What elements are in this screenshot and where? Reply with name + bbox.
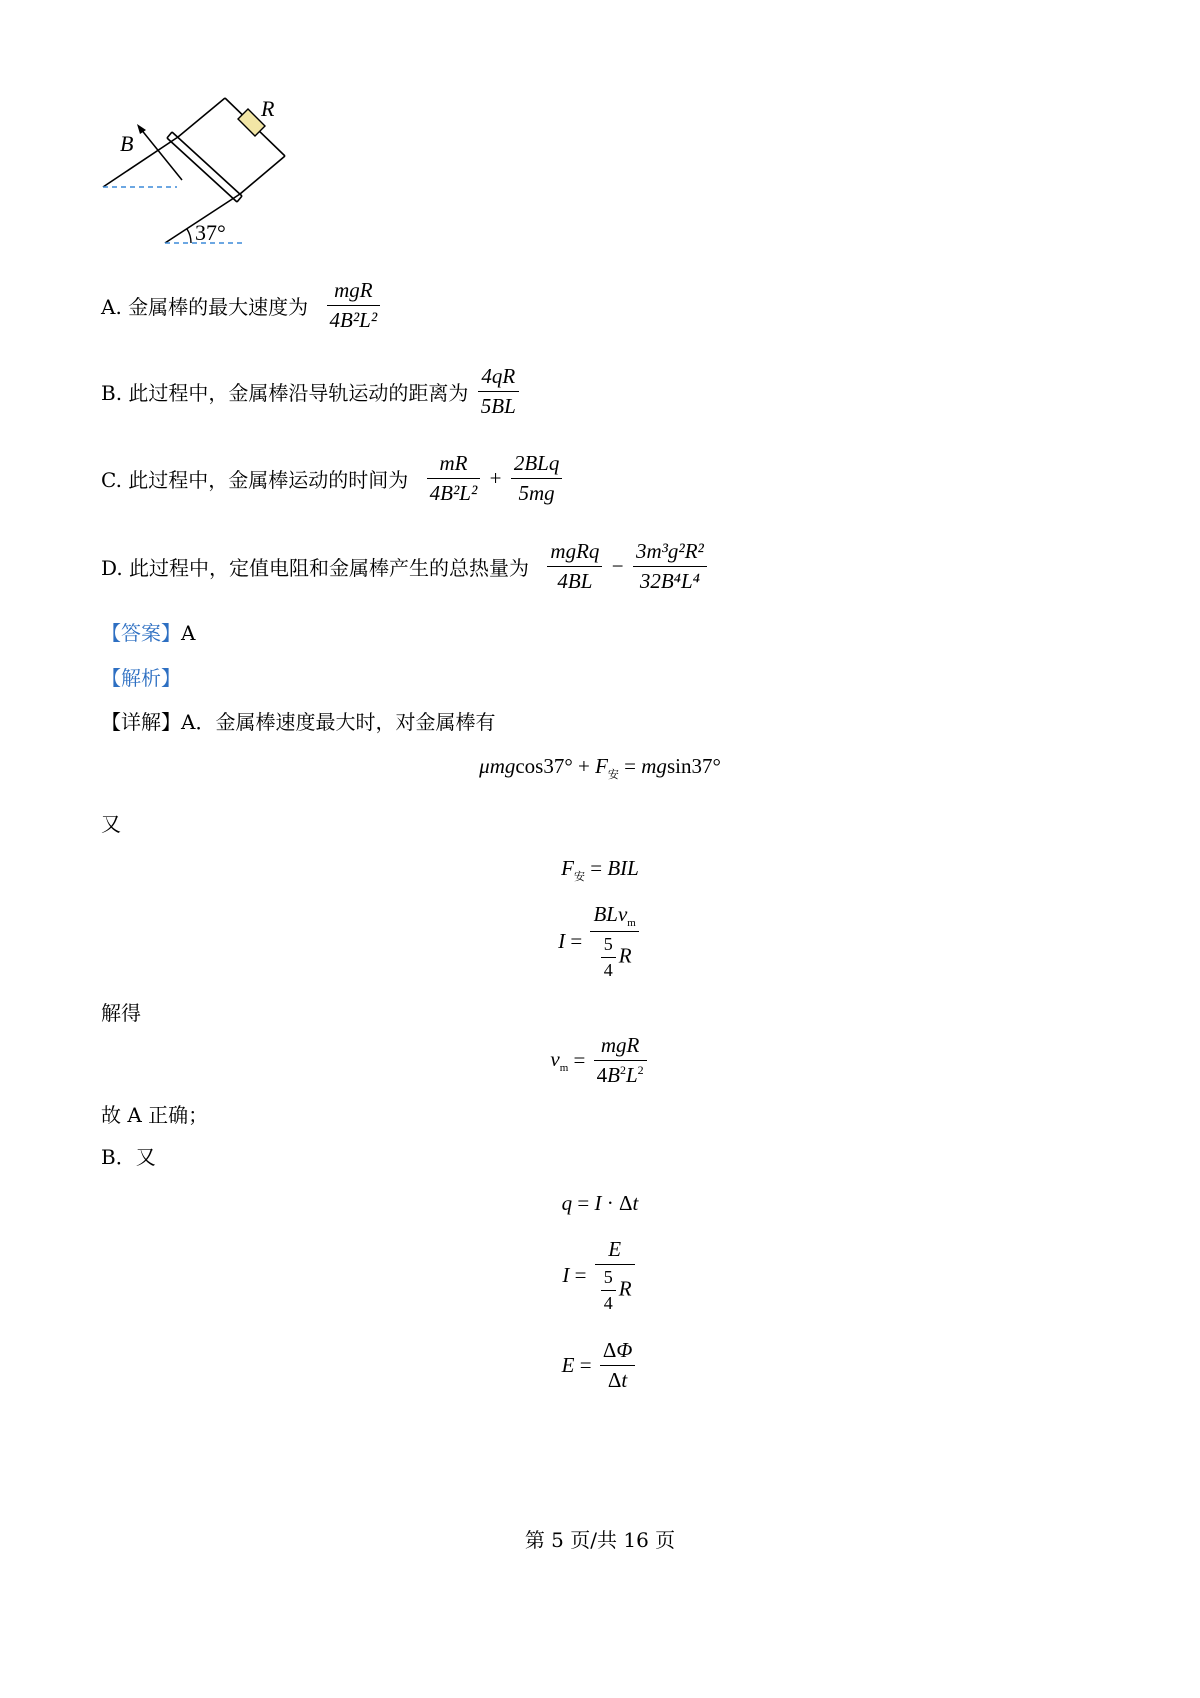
equation-force-balance: $\mu mgcos37^\circ + F_安 = mgsin37^\circ$ xyxy=(479,754,721,782)
detail-conclusion: 故 A 正确； xyxy=(101,1103,209,1127)
detail-b-intro: B．又 xyxy=(101,1145,156,1169)
option-c-formula-2: $\frac{\text{2BLq}}{5mg}$ xyxy=(511,451,563,506)
label-B: B xyxy=(120,131,134,156)
field-arrow xyxy=(137,124,182,180)
label-R: R xyxy=(261,96,275,121)
detail-jiede: 解得 xyxy=(101,1001,141,1025)
answer-tag: 【答案】 xyxy=(101,621,181,645)
inclined-rail-diagram xyxy=(95,90,305,260)
equation-max-speed: $v_m$ = $\frac{\text{mgR}}{4B^2L^2}$ xyxy=(0,1033,1200,1088)
option-a-text: A. 金属棒的最大速度为 xyxy=(101,295,309,319)
option-b xyxy=(101,364,522,419)
answer-value: A xyxy=(181,621,196,645)
option-b-text: B. 此过程中，金属棒沿导轨运动的距离为 xyxy=(101,381,469,405)
label-angle: 37° xyxy=(195,220,226,245)
equation-ampere-force: $F_安$ = BIL xyxy=(561,856,639,884)
option-d xyxy=(101,539,710,594)
option-d-formula-1: $\frac{\text{mgRq}}{4BL}$ xyxy=(547,539,602,594)
option-b-formula: $\frac{4qR}{5BL}$ xyxy=(478,364,519,419)
page-footer: 第 5 页/共 16 页 xyxy=(524,1528,676,1552)
option-c xyxy=(101,451,565,506)
analysis-tag: 【解析】 xyxy=(101,666,181,690)
option-c-formula-1: $\frac{mR}{\text{4B²L²}}$ xyxy=(427,451,481,506)
answer-line xyxy=(101,617,195,646)
option-c-text: C. 此过程中，金属棒运动的时间为 xyxy=(101,468,409,492)
metal-rod xyxy=(167,132,242,202)
equation-current-emf: I = E $\frac{5}{4}$ R xyxy=(0,1237,1200,1314)
equation-emf: E = $\frac{\Delta\Phi}{\Delta t}$ xyxy=(0,1338,1200,1393)
equation-current: I = BLv$_m$ $\frac{5}{4}$ R xyxy=(0,902,1200,981)
option-a-formula: $\frac{\text{mgR}}{\text{4B²L²}}$ xyxy=(327,278,381,333)
option-d-text: D. 此过程中，定值电阻和金属棒产生的总热量为 xyxy=(101,556,530,580)
equation-charge: q = I · Δt xyxy=(561,1191,639,1215)
option-d-formula-2: $\frac{\text{3m³g²R²}}{\text{32B⁴L⁴}}$ xyxy=(633,539,707,594)
option-c-op: + xyxy=(489,466,502,490)
option-a xyxy=(101,278,383,333)
option-d-op: − xyxy=(611,554,624,578)
detail-you-1: 又 xyxy=(101,812,121,836)
detail-intro: 【详解】A．金属棒速度最大时，对金属棒有 xyxy=(101,710,496,734)
